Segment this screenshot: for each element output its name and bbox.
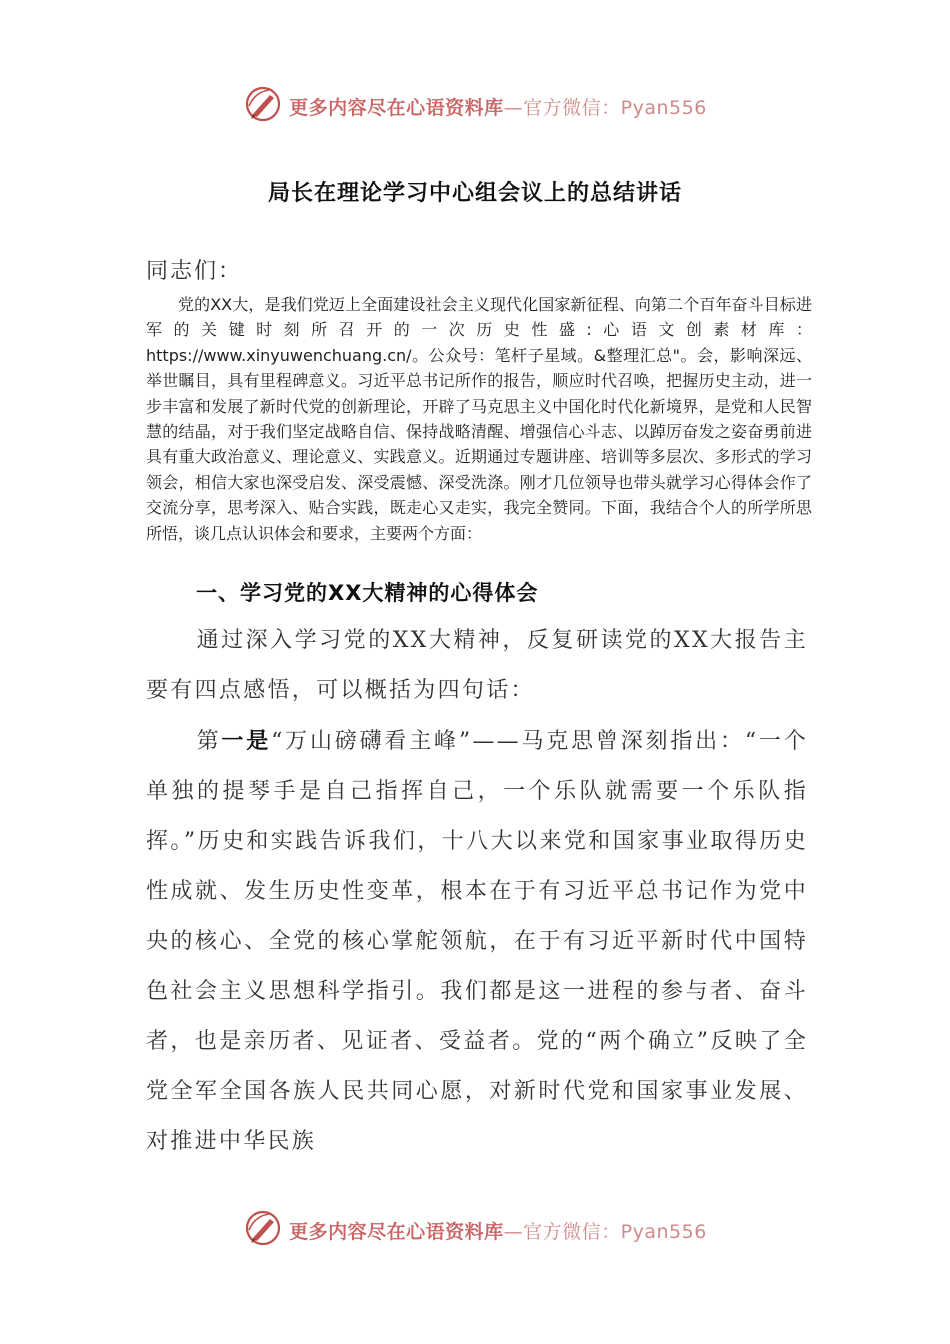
pen-logo-icon — [243, 84, 283, 128]
header-banner — [0, 82, 950, 130]
footer-banner — [0, 1206, 950, 1254]
salutation: 同志们： — [146, 259, 243, 284]
point-one-prefix: 第 — [196, 729, 222, 754]
section1-intro-paragraph: 通过深入学习党的XX大精神，反复研读党的XX大报告主要有四点感悟，可以概括为四句话： — [146, 628, 808, 703]
intro-paragraph: 党的XX大，是我们党迈上全面建设社会主义现代化国家新征程、向第二个百年奋斗目标进军的关键时刻所召开的一次历史性盛:心语文创素材库：https://www.xinyuwenchuang.cn/。公众号：笔杆子星域。&整理汇总"。会，影响深远、举世瞩目，具有里程碑意义。习近平总书记所作的报告，顺应时代召唤，把握历史主动，进一步丰富和发展了新时代党的创新理论，开辟了马克思主义中国化时代化新境界，是党和人民智慧的结晶，对于我们坚定战略自信、保持战略清醒、增强信心斗志、以踔厉奋发之姿奋勇前进具有重大政治意义、理论意义、实践意义。近期通过专题讲座、培训等多层次、多形式的学习领会，相信大家也深受启发、深受震憾、深受洗涤。刚才几位领导也带头就学习心得体会作了交流分享，思考深入、贴合实践，既走心又走实，我完全赞同。下面，我结合个人的所学所思所悟，谈几点认识体会和要求，主要两个方面： — [146, 295, 812, 543]
header-banner-text: 更多内容尽在心语资料库—官方微信：Pyan556 — [289, 96, 707, 119]
point-one-paragraph — [146, 716, 808, 1167]
footer-banner-text: 更多内容尽在心语资料库—官方微信：Pyan556 — [289, 1220, 707, 1243]
point-one-text: “万山磅礴看主峰”——马克思曾深刻指出：“一个单独的提琴手是自己指挥自己，一个乐队就需要一个乐队指挥。”历史和实践告诉我们，十八大以来党和国家事业取得历史性成就、发生历史性变革，根本在于有习近平总书记作为党中央的核心、全党的核心掌舵领航，在于有习近平新时代中国特色社会主义思想科学指引。我们都是这一进程的参与者、奋斗者，也是亲历者、见证者、受益者。党的“两个确立”反映了全党全军全国各族人民共同心愿，对新时代党和国家事业发展、对推进中华民族 — [146, 729, 808, 1154]
point-one-lead: 一是 — [221, 728, 272, 754]
document-title: 局长在理论学习中心组会议上的总结讲话 — [267, 181, 682, 206]
pen-logo-icon — [243, 1208, 283, 1252]
section-heading-1: 一、学习党的XX大精神的心得体会 — [196, 581, 539, 605]
